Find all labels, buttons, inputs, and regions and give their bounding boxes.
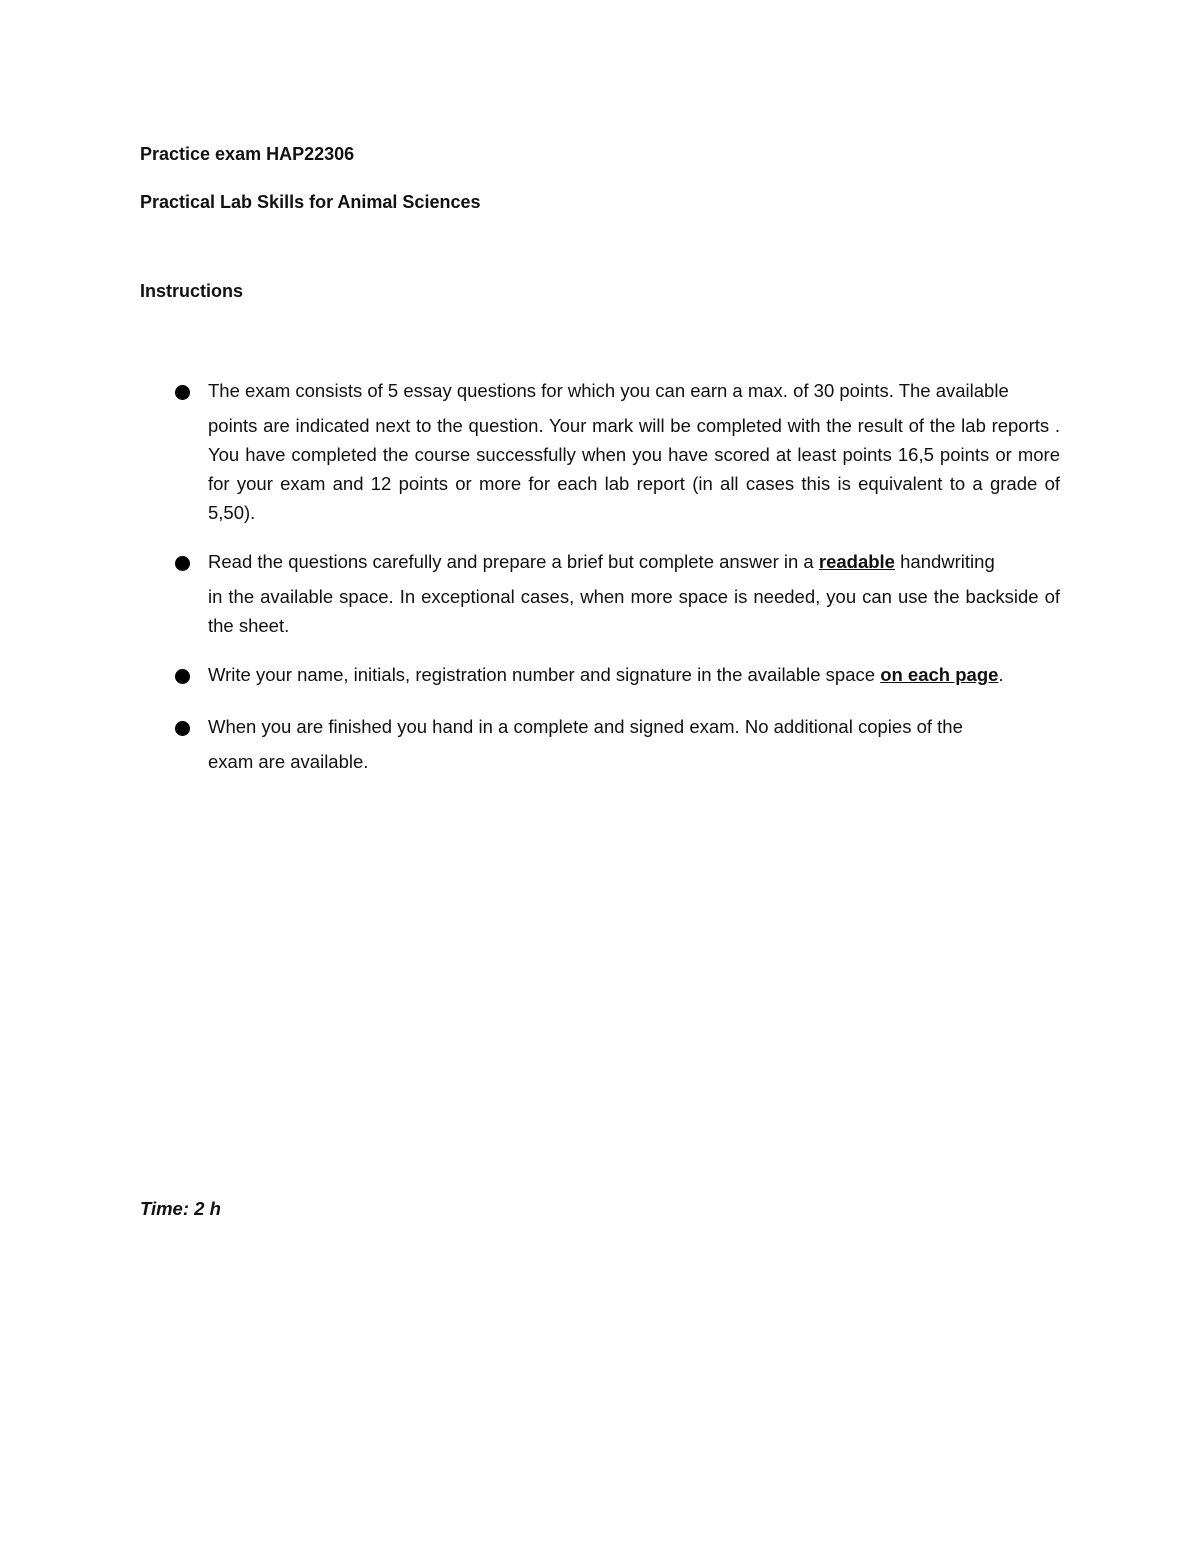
instruction-2-text-before: Read the questions carefully and prepare a brief but complete answer in a <box>208 551 819 572</box>
instruction-3-text-before: Write your name, initials, registration number and signature in the available space <box>208 664 881 685</box>
bullet-icon <box>175 721 190 736</box>
instructions-heading: Instructions <box>140 281 244 301</box>
instruction-2-line-1 <box>208 547 1060 576</box>
course-title: Practical Lab Skills for Animal Sciences <box>140 192 481 212</box>
instruction-2-text-after: handwriting <box>894 551 995 572</box>
instruction-1-text: points are indicated next to the question. Your mark will be completed with the result of the lab reports . You have completed the course successfully when you have scored at least points 16,5 points or more for your exam and 12 points or more for each lab report (in all cases this is equivalent to a grade of 5,50). <box>208 415 1060 523</box>
instruction-3-emphasis: on each page <box>880 664 999 685</box>
instruction-4-text: exam are available. <box>208 751 369 772</box>
instructions-list <box>140 376 1060 776</box>
exam-time: Time: 2 h <box>140 1198 221 1219</box>
bullet-icon <box>175 385 190 400</box>
list-item <box>140 547 1060 640</box>
instruction-2-text: in the available space. In exceptional cases, when more space is needed, you can use the backside of the sheet. <box>208 586 1060 636</box>
bullet-icon <box>175 669 190 684</box>
instruction-2-emphasis: readable <box>818 551 895 572</box>
instruction-3-text-after: . <box>998 664 1004 685</box>
instruction-4-line-1: When you are finished you hand in a complete and signed exam. No additional copies of the <box>208 716 963 737</box>
list-item <box>140 660 1060 689</box>
exam-title: Practice exam HAP22306 <box>140 144 355 164</box>
bullet-icon <box>175 556 190 571</box>
list-item <box>140 376 1060 527</box>
list-item <box>140 712 1060 776</box>
instruction-1-line-1: The exam consists of 5 essay questions for which you can earn a max. of 30 points. The available <box>208 380 1009 401</box>
